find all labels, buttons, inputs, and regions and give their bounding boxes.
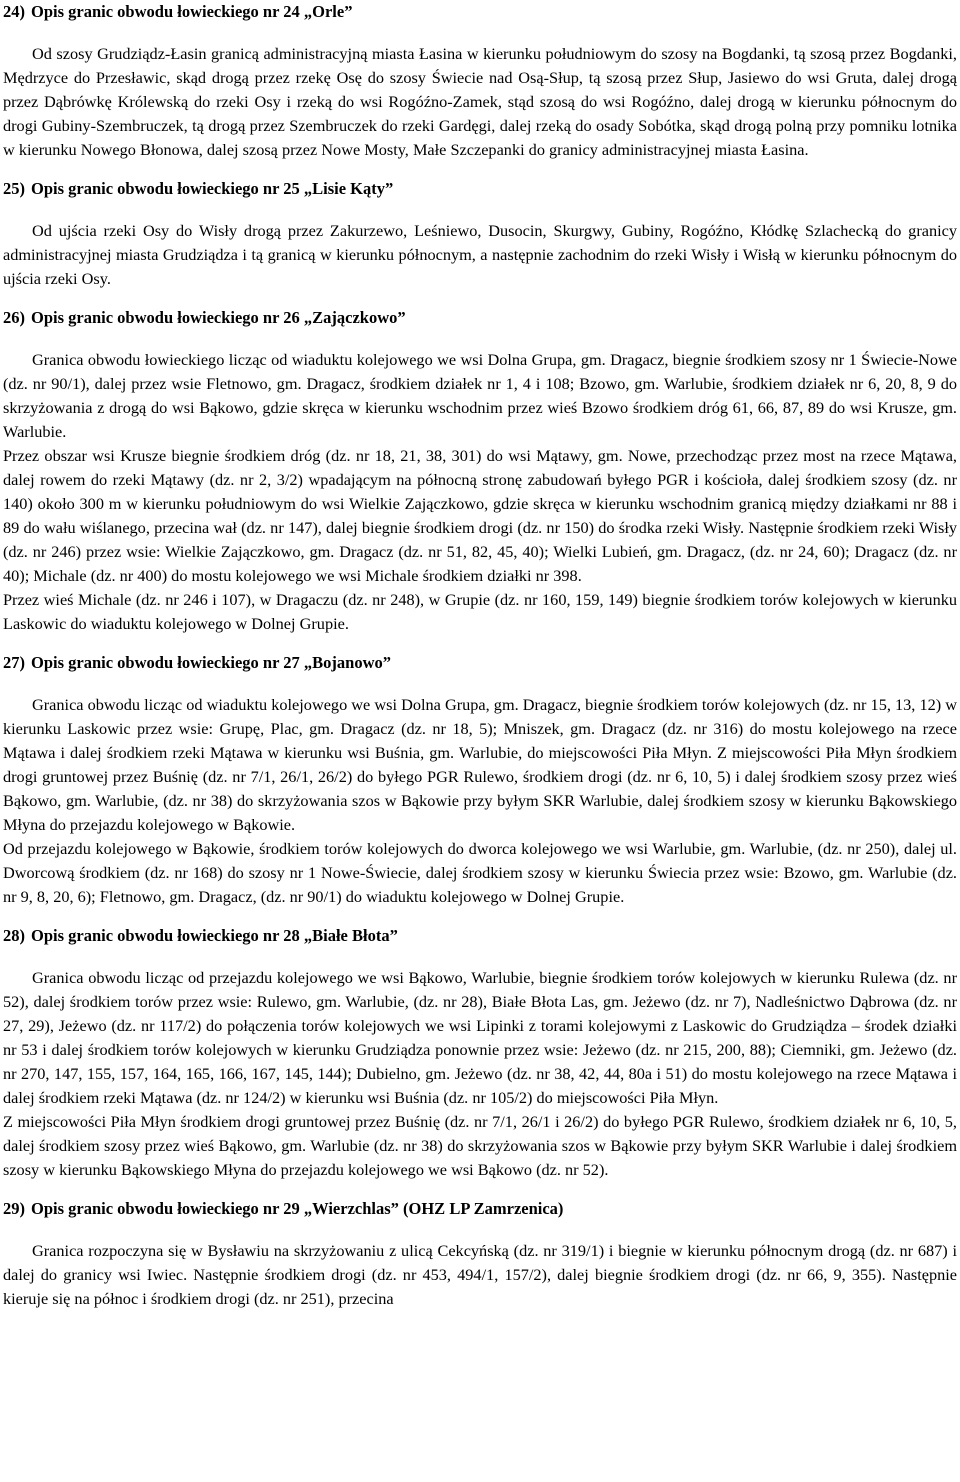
section-number: 24) bbox=[3, 2, 25, 21]
section-number: 28) bbox=[3, 926, 25, 945]
section-paragraph: Przez obszar wsi Krusze biegnie środkiem dróg (dz. nr 18, 21, 38, 301) do wsi Mątawy, gm. Nowe, przechodząc przez most na rzece Mątawa, dalej rowem do rzeki Mątawy (dz. nr 2, 3/2) wpadającym na północną stronę zabudowań byłego PGR i kościoła, dalej środkiem szosy (dz. nr 140) około 300 m w kierunku południowym do wsi Wielkie Zajączkowo, gdzie skręca w kierunku wschodnim granicą między działkami nr 88 i 89 do wału wiślanego, przecina wał (dz. nr 147), dalej biegnie środkiem drogi (dz. nr 150) do środka rzeki Wisły. Następnie środkiem rzeki Wisły (dz. nr 246) przez wsie: Wielkie Zajączkowo, gm. Dragacz (dz. nr 51, 82, 45, 40); Wielki Lubień, gm. Dragacz, (dz. nr 24, 60); Dragacz (dz. nr 40); Michale (dz. nr 400) do mostu kolejowego we wsi Michale środkiem działki nr 398. bbox=[3, 446, 957, 585]
section-paragraph: Od szosy Grudziądz-Łasin granicą administracyjną miasta Łasina w kierunku południowym do szosy na Bogdanki, tą szosą przez Bogdanki, Mędrzyce do Przesławic, skąd drogą przez rzekę Osę do szosy Świecie nad Osą-Słup, tą szosą przez Słup, Jasiewo do wsi Gruta, dalej drogą przez Dąbrówkę Królewską do rzeki Osy i rzeką do wsi Rogóźno-Zamek, stąd szosą do wsi Rogóźno, dalej drogą w kierunku północnym do drogi Gubiny-Szembruczek, tą drogą przez Szembruczek do rzeki Gardęgi, dalej rzeką do osady Sobótka, skąd drogą polną przy pomniku lotnika w kierunku Nowego Błonowa, dalej szosą przez Nowe Mosty, Małe Szczepanki do granicy administracyjnej miasta Łasina. bbox=[3, 44, 957, 159]
section-paragraph: Przez wieś Michale (dz. nr 246 i 107), w Dragaczu (dz. nr 248), w Grupie (dz. nr 160, 159, 149) biegnie środkiem torów kolejowych w kierunku Laskowic do wiaduktu kolejowego w Dolnej Grupie. bbox=[3, 590, 957, 633]
section-heading bbox=[3, 924, 957, 948]
section-heading bbox=[3, 0, 957, 24]
section-title: Opis granic obwodu łowieckiego nr 26 „Zajączkowo” bbox=[31, 308, 406, 327]
section-title: Opis granic obwodu łowieckiego nr 29 „Wierzchlas” (OHZ LP Zamrzenica) bbox=[31, 1199, 564, 1218]
section-paragraph: Z miejscowości Piła Młyn środkiem drogi gruntowej przez Buśnię (dz. nr 7/1, 26/1 i 26/2) do byłego PGR Rulewo, środkiem działek nr 6, 10, 5, dalej środkiem szosy przez wieś Bąkowo, gm. Warlubie (dz. nr 38) do skrzyżowania szos w Bąkowie przy byłym SKR Warlubie i dalej środkiem szosy w kierunku Bąkowskiego Młyna do przejazdu kolejowego we wsi Bąkowo (dz. nr 52). bbox=[3, 1112, 957, 1179]
section-26 bbox=[3, 306, 957, 636]
section-24 bbox=[3, 0, 957, 162]
section-number: 25) bbox=[3, 179, 25, 198]
section-paragraph: Granica rozpoczyna się w Bysławiu na skrzyżowaniu z ulicą Cekcyńską (dz. nr 319/1) i biegnie w kierunku północnym drogą (dz. nr 687) i dalej do granicy wsi Iwiec. Następnie środkiem drogi (dz. nr 453, 494/1, 157/2), dalej biegnie środkiem drogi (dz. nr 66, 9, 355). Następnie kieruje się na północ i środkiem drogi (dz. nr 251), przecina bbox=[3, 1241, 957, 1308]
section-27 bbox=[3, 651, 957, 909]
section-title: Opis granic obwodu łowieckiego nr 25 „Lisie Kąty” bbox=[31, 179, 394, 198]
section-25 bbox=[3, 177, 957, 291]
section-paragraph: Granica obwodu łowieckiego licząc od wiaduktu kolejowego we wsi Dolna Grupa, gm. Dragacz, biegnie środkiem szosy nr 1 Świecie-Nowe (dz. nr 90/1), dalej przez wsie Fletnowo, gm. Dragacz, środkiem działek nr 1, 4 i 108; Bzowo, gm. Warlubie, środkiem działek nr 6, 20, 8, 9 do skrzyżowania z drogą do wsi Bąkowo, gdzie skręca w kierunku wschodnim przez wieś Bzowo środkiem dróg 61, 66, 87, 89 do wsi Krusze, gm. Warlubie. bbox=[3, 350, 957, 441]
section-paragraph: Od przejazdu kolejowego w Bąkowie, środkiem torów kolejowych do dworca kolejowego we wsi Warlubie, gm. Warlubie, (dz. nr 250), dalej ul. Dworcową środkiem (dz. nr 168) do szosy nr 1 Nowe-Świecie, dalej środkiem szosy w kierunku Świecia przez wsie: Bzowo, gm. Warlubie (dz. nr 9, 8, 20, 6); Fletnowo, gm. Dragacz, (dz. nr 90/1) do wiaduktu kolejowego w Dolnej Grupie. bbox=[3, 839, 957, 906]
section-heading bbox=[3, 177, 957, 201]
section-paragraph: Granica obwodu licząc od przejazdu kolejowego we wsi Bąkowo, Warlubie, biegnie środkiem torów kolejowych w kierunku Rulewa (dz. nr 52), dalej środkiem torów przez wsie: Rulewo, gm. Warlubie, (dz. nr 28), Białe Błota Las, gm. Jeżewo (dz. nr 7), Nadleśnictwo Dąbrowa (dz. nr 27, 29), Jeżewo (dz. nr 117/2) do połączenia torów kolejowych we wsi Lipinki z torami kolejowymi z Laskowic do Grudziądza – środek działki nr 53 i dalej środkiem torów kolejowych w kierunku Grudziądza ponownie przez wsie: Jeżewo (dz. nr 215, 200, 88); Ciemniki, gm. Jeżewo (dz. nr 270, 147, 155, 157, 164, 165, 166, 167, 145, 144); Dubielno, gm. Jeżewo (dz. nr 38, 42, 44, 80a i 51) do mostu kolejowego na rzece Mątawa i dalej środkiem rzeki Mątawa (dz. nr 124/2) w kierunku wsi Buśnia (dz. nr 105/2) do miejscowości Piła Młyn. bbox=[3, 968, 957, 1107]
section-title: Opis granic obwodu łowieckiego nr 27 „Bojanowo” bbox=[31, 653, 391, 672]
section-number: 29) bbox=[3, 1199, 25, 1218]
section-number: 27) bbox=[3, 653, 25, 672]
section-heading bbox=[3, 1197, 957, 1221]
section-paragraph: Od ujścia rzeki Osy do Wisły drogą przez Zakurzewo, Leśniewo, Dusocin, Skurgwy, Gubiny, Rogóźno, Kłódkę Szlachecką do granicy administracyjnej miasta Grudziądza i tą granicą w kierunku północnym, a następnie zachodnim do rzeki Wisły i Wisłą w kierunku północnym do ujścia rzeki Osy. bbox=[3, 221, 957, 288]
section-number: 26) bbox=[3, 308, 25, 327]
section-title: Opis granic obwodu łowieckiego nr 24 „Orle” bbox=[31, 2, 353, 21]
section-heading bbox=[3, 651, 957, 675]
section-heading bbox=[3, 306, 957, 330]
section-title: Opis granic obwodu łowieckiego nr 28 „Białe Błota” bbox=[31, 926, 398, 945]
section-paragraph: Granica obwodu licząc od wiaduktu kolejowego we wsi Dolna Grupa, gm. Dragacz, biegnie środkiem torów kolejowych (dz. nr 15, 13, 12) w kierunku Laskowic przez wsie: Grupę, Plac, gm. Dragacz (dz. nr 18, 5); Mniszek, gm. Dragacz (dz. nr 316) do mostu kolejowego na rzece Mątawa i dalej środkiem rzeki Mątawa w kierunku wsi Buśnia, gm. Warlubie, do miejscowości Piła Młyn. Z miejscowości Piła Młyn środkiem drogi gruntowej przez Buśnię (dz. nr 7/1, 26/1, 26/2) do byłego PGR Rulewo, środkiem drogi (dz. nr 6, 10, 5) i dalej środkiem szosy przez wieś Bąkowo, gm. Warlubie, (dz. nr 38) do skrzyżowania szos w Bąkowie przy byłym SKR Warlubie, dalej środkiem szosy w kierunku Bąkowskiego Młyna do przejazdu kolejowego w Bąkowie. bbox=[3, 695, 957, 834]
section-29 bbox=[3, 1197, 957, 1311]
section-28 bbox=[3, 924, 957, 1182]
